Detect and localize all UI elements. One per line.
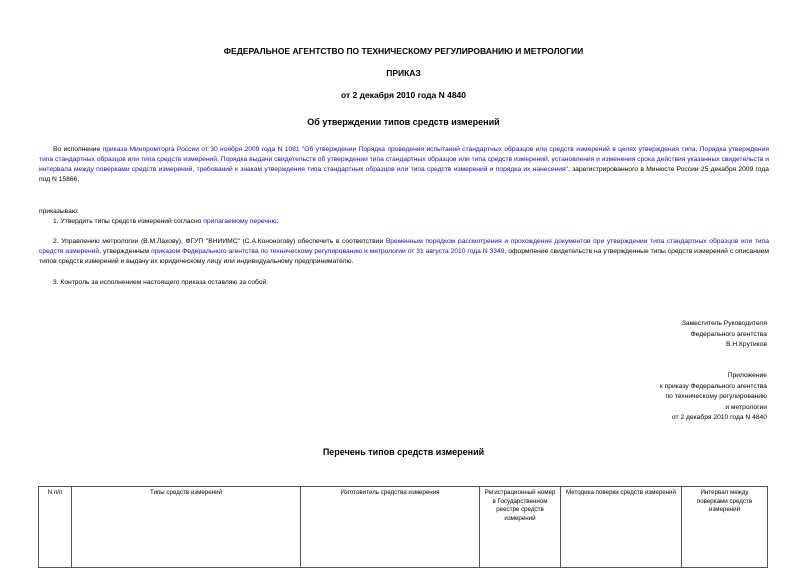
column-header-number: N п/п xyxy=(39,487,72,568)
appendix-line-3: по техническому регулированию xyxy=(665,393,767,400)
document-title: Об утверждении типов средств измерений xyxy=(307,117,500,127)
measurement-types-table xyxy=(38,486,768,568)
list-title: Перечень типов средств измерений xyxy=(322,447,485,457)
signature-position: Заместитель Руководителя xyxy=(681,320,767,327)
appendix-line-2: к приказу Федерального агентства xyxy=(659,382,767,390)
column-header-registration: Регистрационный номер в Государственном реестре средств измерений xyxy=(480,487,561,568)
item-1 xyxy=(53,217,278,227)
order-word: приказываю: xyxy=(39,208,79,215)
column-header-types: Типы средств измерений xyxy=(72,487,301,568)
document-date: от 2 декабря 2010 года N 4840 xyxy=(340,90,467,100)
item-1-prefix: 1. Утвердить типы средств измерений согласно xyxy=(53,218,204,225)
intro-paragraph xyxy=(39,145,769,185)
attached-list-link[interactable]: прилагаемому перечню xyxy=(203,218,277,225)
signature-block xyxy=(682,319,767,351)
column-header-manufacturer: Изготовитель средства измерения xyxy=(301,487,480,568)
signature-name: В.Н.Крутиков xyxy=(726,341,767,348)
item-3: 3. Контроль за исполнением настоящего приказа оставляю за собой. xyxy=(53,279,269,286)
ministry-order-link[interactable]: приказа Минпромторга России от 30 ноября 2009 года N 1081 "Об утверждении Порядка проведения испытаний стандартных образцов или средств измерений в целях утверждения типа, Порядка утверждения типа стандартных образцов или типа средств измерений, Порядка выдачи свидетельств об утверждении типа стандартных образцов или типа средств измерений, установления и изменения срока действия указанных свидетельств и интервала между поверками средств измерений, требований к знакам утверждения типа стандартных образцов или типа средств измерений и порядка их нанесения" xyxy=(39,146,769,173)
column-header-interval: Интервал между поверками средств измерений xyxy=(682,487,768,568)
item-2-prefix: 2. Управлению метрологии (В.М.Лахову), ФГУП "ВНИИМС" (С.А.Кононогову) обеспечить в соответствии xyxy=(53,238,386,245)
intro-prefix: Во исполнение xyxy=(53,146,103,153)
intro-suffix: , зарегистрированного в Минюсте России 25 декабря 2009 года под N 15866, xyxy=(39,166,769,183)
appendix-date: от 2 декабря 2010 года N 4840 xyxy=(671,414,767,421)
appendix-line-4: и метрологии xyxy=(725,403,767,411)
item-2 xyxy=(39,237,769,267)
signature-agency: Федерального агентства xyxy=(690,330,767,338)
item-2-suffix: , оформление свидетельств на утвержденные типы средств измерений с описанием типов средств измерений и выдачу их юридическому лицу или индивидуальному предпринимателю. xyxy=(39,248,769,265)
column-header-verification: Методика поверки средств измерений xyxy=(561,487,682,568)
appendix-block xyxy=(660,371,767,424)
table-header-row xyxy=(39,487,768,568)
document-type: ПРИКАЗ xyxy=(386,68,421,78)
appendix-label: Приложение xyxy=(727,372,767,379)
temporary-procedure-link[interactable]: Временным порядком рассмотрения и прохождения документов при утверждении типа стандартных образцов или типа средств измерений xyxy=(39,238,770,255)
agency-title: ФЕДЕРАЛЬНОЕ АГЕНТСТВО ПО ТЕХНИЧЕСКОМУ РЕГУЛИРОВАНИЮ И МЕТРОЛОГИИ xyxy=(223,46,584,56)
item-2-mid: , утвержденным xyxy=(99,248,152,255)
agency-order-link[interactable]: приказом Федерального агентства по техническому регулированию и метрологии от 31 августа 2010 года N 3349 xyxy=(151,248,505,255)
item-1-suffix: . xyxy=(276,218,279,225)
